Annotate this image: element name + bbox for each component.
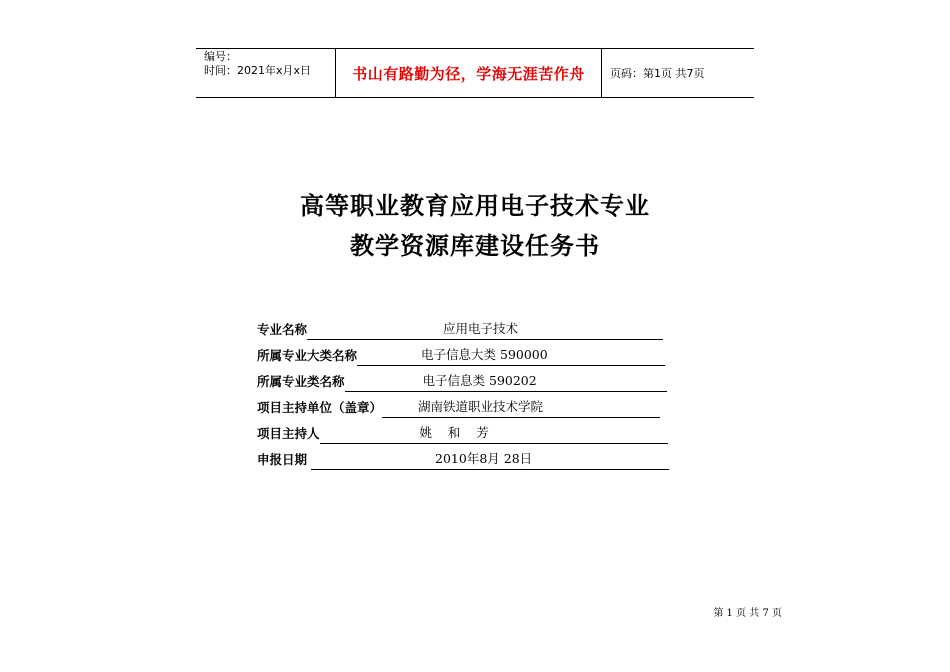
form-row-report-date — [257, 452, 669, 470]
page-footer: 第 1 页 共 7 页 — [713, 608, 782, 619]
form-row-major-class — [257, 374, 667, 392]
major-class-value: 电子信息类 590202 — [422, 373, 537, 388]
document-header — [196, 48, 754, 98]
major-category-field — [357, 349, 665, 366]
form-row-major-category — [257, 348, 665, 366]
header-motto: 书山有路勤为径，学海无涯苦作舟 — [336, 49, 602, 97]
header-meta — [196, 49, 336, 97]
major-name-value: 应用电子技术 — [443, 321, 519, 336]
major-class-field — [345, 375, 667, 392]
document-date: 时间：2021年x月x日 — [204, 64, 312, 77]
report-date-label: 申报日期 — [257, 452, 308, 467]
report-date-value: 2010年8月 28日 — [435, 451, 533, 466]
major-category-label: 所属专业大类名称 — [257, 348, 358, 363]
form-row-host-unit — [257, 400, 660, 418]
major-class-label: 所属专业类名称 — [257, 374, 345, 389]
host-unit-field — [382, 401, 660, 418]
host-person-label: 项目主持人 — [257, 426, 320, 441]
major-name-label: 专业名称 — [257, 322, 308, 337]
document-title-line-1: 高等职业教育应用电子技术专业 — [300, 192, 650, 220]
host-unit-value: 湖南铁道职业技术学院 — [418, 399, 544, 414]
host-person-value: 姚 和 芳 — [419, 425, 489, 440]
host-person-field — [320, 427, 668, 444]
document-title-line-2: 教学资源库建设任务书 — [350, 232, 600, 260]
major-category-value: 电子信息大类 590000 — [421, 347, 548, 362]
form-row-major-name — [257, 322, 663, 340]
form-row-host-person — [257, 426, 668, 444]
report-date-field — [311, 453, 669, 470]
document-number-label: 编号： — [204, 50, 237, 63]
header-page-number: 页码：第1页 共7页 — [610, 67, 705, 80]
host-unit-label: 项目主持单位（盖章） — [257, 400, 383, 415]
major-name-field — [307, 323, 663, 340]
